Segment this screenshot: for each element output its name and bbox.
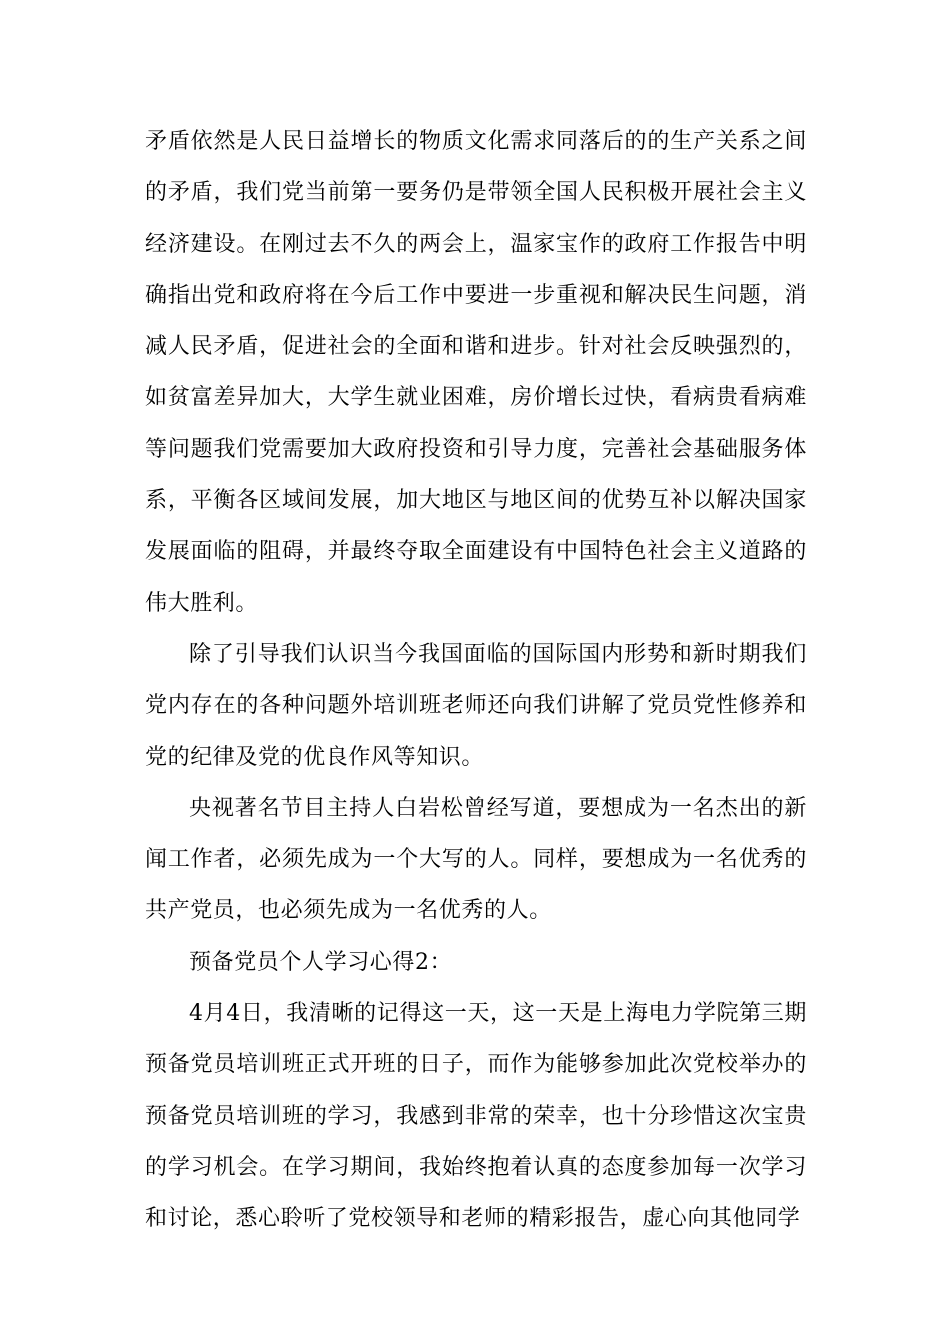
paragraph-1: 矛盾依然是人民日益增长的物质文化需求同落后的的生产关系之间的矛盾，我们党当前第一要务仍是带领全国人民积极开展社会主义经济建设。在刚过去不久的两会上，温家宝作的政府工作报告中明确指出党和政府将在今后工作中要进一步重视和解决民生问题，消减人民矛盾，促进社会的全面和谐和进步。针对社会反映强烈的，如贫富差异加大，大学生就业困难，房价增长过快，看病贵看病难等问题我们党需要加大政府投资和引导力度，完善社会基础服务体系，平衡各区域间发展，加大地区与地区间的优势互补以解决国家发展面临的阻碍，并最终夺取全面建设有中国特色社会主义道路的伟大胜利。	[145, 129, 807, 616]
paragraph-4: 4月4日，我清晰的记得这一天，这一天是上海电力学院第三期预备党员培训班正式开班的日子，而作为能够参加此次党校举办的预备党员培训班的学习，我感到非常的荣幸，也十分珍惜这次宝贵的学习机会。在学习期间，我始终抱着认真的态度参加每一次学习和讨论，悉心聆听了党校领导和老师的精彩报告，虚心向其他同学	[145, 1001, 807, 1232]
paragraph-2: 除了引导我们认识当今我国面临的国际国内形势和新时期我们党内存在的各种问题外培训班老师还向我们讲解了党员党性修养和党的纪律及党的优良作风等知识。	[145, 641, 807, 770]
section-heading: 预备党员个人学习心得2：	[189, 949, 453, 975]
paragraph-3: 央视著名节目主持人白岩松曾经写道，要想成为一名杰出的新闻工作者，必须先成为一个大写的人。同样，要想成为一名优秀的共产党员，也必须先成为一名优秀的人。	[145, 795, 807, 924]
document-body	[145, 116, 807, 1245]
